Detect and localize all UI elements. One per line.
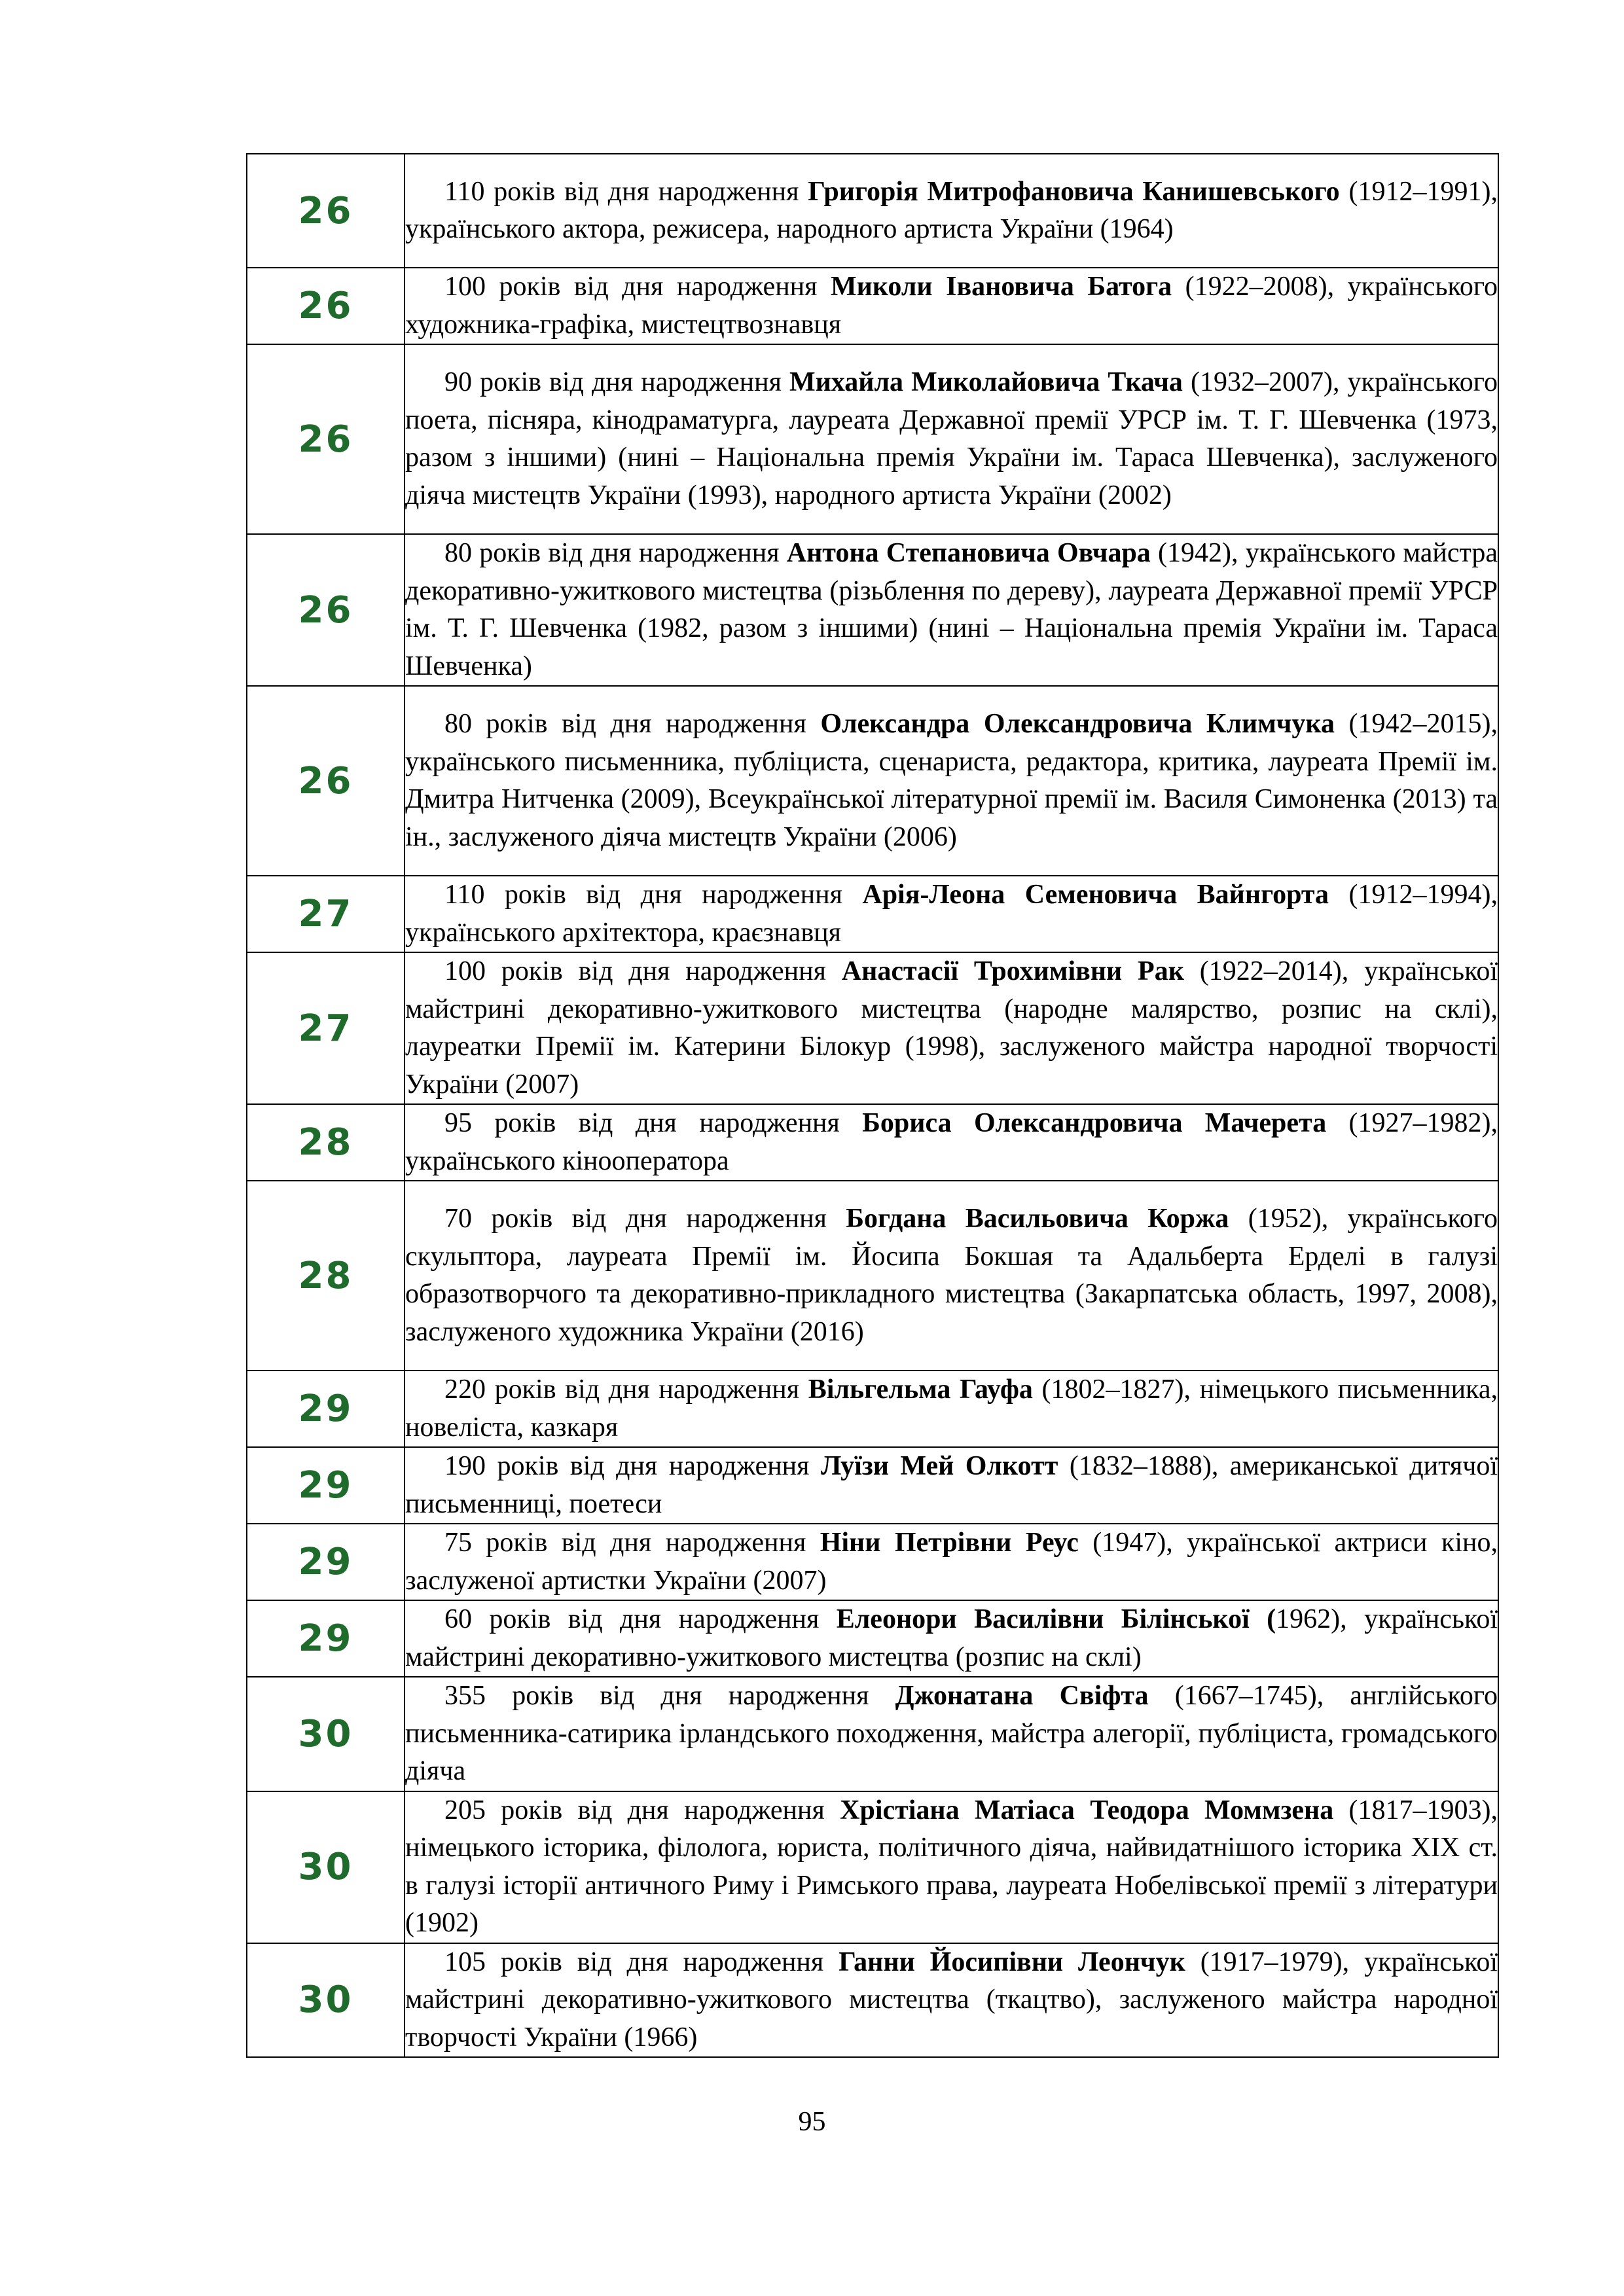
table-row: [247, 1677, 1498, 1791]
day-number: 27: [247, 876, 405, 952]
person-name: Ніни Петрівни Реус: [820, 1528, 1079, 1558]
day-number: 30: [247, 1943, 405, 2058]
person-name: Хрістіана Матіаса Теодора Моммзена: [840, 1795, 1334, 1825]
page-number: 95: [798, 2107, 826, 2137]
person-name: Елеонори Василівни Білінської (: [836, 1604, 1276, 1634]
entry-text: 105 років від дня народження Ганни Йосипівни Леончук (1917–1979), української майстрині декоративно-ужиткового мистецтва (ткацтво), заслуженого майстра народної творчості України (1966): [405, 1943, 1498, 2058]
day-number: 30: [247, 1677, 405, 1791]
entry-text: 75 років від дня народження Ніни Петрівни Реус (1947), української актриси кіно, заслуженої артистки України (2007): [405, 1524, 1498, 1600]
table-row: [247, 1943, 1498, 2058]
person-name: Олександра Олександровича Климчука: [820, 709, 1335, 739]
day-number: 26: [247, 344, 405, 534]
table-row: [247, 876, 1498, 952]
entry-text: 90 років від дня народження Михайла Миколайовича Ткача (1932–2007), українського поета, пісняра, кінодраматурга, лауреата Державної премії УРСР ім. Т. Г. Шевченка (1973, разом з іншими) (нині – Національна премія України ім. Тараса Шевченка), заслуженого діяча мистецтв України (1993), народного артиста України (2002): [405, 344, 1498, 534]
entry-text: 355 років від дня народження Джонатана Свіфта (1667–1745), англійського письменника-сатирика ірландського походження, майстра алегорії, публіциста, громадського діяча: [405, 1677, 1498, 1791]
person-name: Вільгельма Гауфа: [808, 1374, 1033, 1405]
table-row: [247, 1371, 1498, 1447]
person-name: Джонатана Свіфта: [895, 1681, 1149, 1711]
entry-text: 110 років від дня народження Арія-Леона Семеновича Вайнгорта (1912–1994), українського архітектора, краєзнавця: [405, 876, 1498, 952]
day-number: 26: [247, 534, 405, 686]
day-number: 26: [247, 686, 405, 876]
table-row: [247, 1791, 1498, 1943]
table-row: [247, 268, 1498, 344]
day-number: 26: [247, 268, 405, 344]
day-number: 26: [247, 154, 405, 268]
table-row: [247, 1524, 1498, 1600]
person-name: Ганни Йосипівни Леончук: [839, 1946, 1185, 1977]
table-row: [247, 344, 1498, 534]
table-row: [247, 534, 1498, 686]
entry-text: 100 років від дня народження Анастасії Трохимівни Рак (1922–2014), української майстрині декоративно-ужиткового мистецтва (народне малярство, розпис на склі), лауреатки Премії ім. Катерини Білокур (1998), заслуженого майстра народної творчості України (2007): [405, 952, 1498, 1104]
day-number: 30: [247, 1791, 405, 1943]
table-row: [247, 1104, 1498, 1181]
entry-text: 95 років від дня народження Бориса Олександровича Мачерета (1927–1982), українського кінооператора: [405, 1104, 1498, 1181]
day-number: 29: [247, 1447, 405, 1524]
day-number: 27: [247, 952, 405, 1104]
day-number: 29: [247, 1600, 405, 1677]
day-number: 28: [247, 1181, 405, 1371]
person-name: Григорія Митрофановича Канишевського: [808, 176, 1340, 207]
day-number: 28: [247, 1104, 405, 1181]
entry-text: 80 років від дня народження Антона Степановича Овчара (1942), українського майстра декоративно-ужиткового мистецтва (різьблення по дереву), лауреата Державної премії УРСР ім. Т. Г. Шевченка (1982, разом з іншими) (нині – Національна премія України ім. Тараса Шевченка): [405, 534, 1498, 686]
table-row: [247, 154, 1498, 268]
table-row: [247, 952, 1498, 1104]
person-name: Миколи Івановича Батога: [830, 272, 1172, 302]
day-number: 29: [247, 1524, 405, 1600]
entry-text: 205 років від дня народження Хрістіана Матіаса Теодора Моммзена (1817–1903), німецького історика, філолога, юриста, політичного діяча, найвидатнішого історика XIX ст. в галузі історії античного Риму і Римського права, лауреата Нобелівської премії з літератури (1902): [405, 1791, 1498, 1943]
person-name: Арія-Леона Семеновича Вайнгорта: [862, 880, 1329, 910]
table-row: [247, 1181, 1498, 1371]
day-number: 29: [247, 1371, 405, 1447]
entry-text: 190 років від дня народження Луїзи Мей Олкотт (1832–1888), американської дитячої письменниці, поетеси: [405, 1447, 1498, 1524]
entry-text: 220 років від дня народження Вільгельма Гауфа (1802–1827), німецького письменника, новеліста, казкаря: [405, 1371, 1498, 1447]
person-name: Богдана Васильовича Коржа: [846, 1204, 1229, 1234]
table-row: [247, 1447, 1498, 1524]
entry-text: 100 років від дня народження Миколи Івановича Батога (1922–2008), українського художника-графіка, мистецтвознавця: [405, 268, 1498, 344]
person-name: Бориса Олександровича Мачерета: [862, 1108, 1327, 1138]
person-name: Анастасії Трохимівни Рак: [841, 956, 1184, 986]
entry-text: 70 років від дня народження Богдана Васильовича Коржа (1952), українського скульптора, лауреата Премії ім. Йосипа Бокшая та Адальберта Ерделі в галузі образотворчого та декоративно-прикладного мистецтва (Закарпатська область, 1997, 2008), заслуженого художника України (2016): [405, 1181, 1498, 1371]
person-name: Михайла Миколайовича Ткача: [789, 367, 1183, 397]
person-name: Луїзи Мей Олкотт: [820, 1451, 1058, 1481]
entry-text: 80 років від дня народження Олександра Олександровича Климчука (1942–2015), українського письменника, публіциста, сценариста, редактора, критика, лауреата Премії ім. Дмитра Нитченка (2009), Всеукраїнської літературної премії ім. Василя Симоненка (2013) та ін., заслуженого діяча мистецтв України (2006): [405, 686, 1498, 876]
entry-text: 60 років від дня народження Елеонори Василівни Білінської (1962), української майстрині декоративно-ужиткового мистецтва (розпис на склі): [405, 1600, 1498, 1677]
entry-text: 110 років від дня народження Григорія Митрофановича Канишевського (1912–1991), українського актора, режисера, народного артиста України (1964): [405, 154, 1498, 268]
person-name: Антона Степановича Овчара: [786, 538, 1151, 568]
table-row: [247, 1600, 1498, 1677]
anniversary-table: [246, 153, 1499, 2058]
table-row: [247, 686, 1498, 876]
